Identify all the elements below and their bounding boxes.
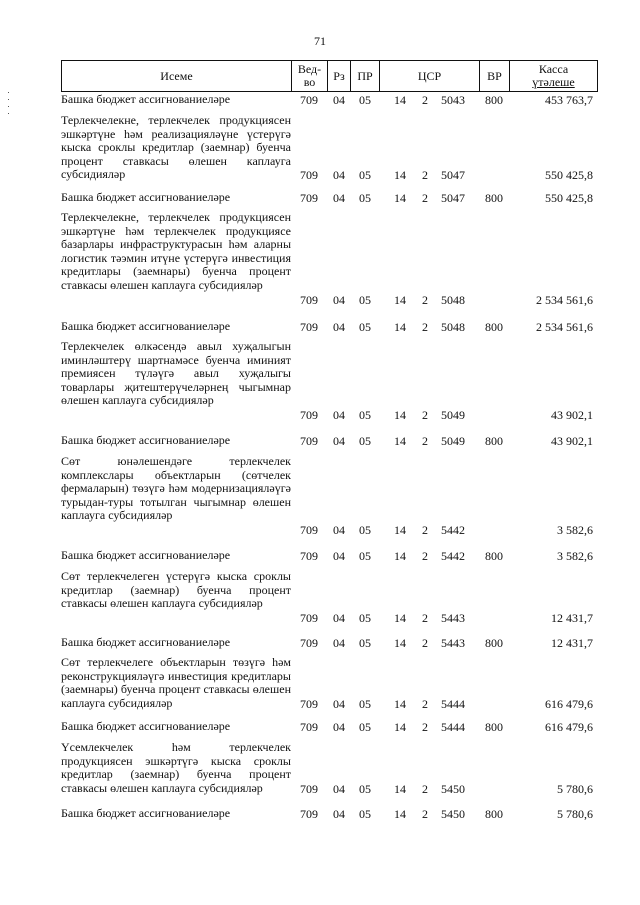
row-name: Сөт юнәлешендәге терлекчелек комплекслары объектларын (сөтчелек фермаларын) төзүгә һәм модернизацияләүгә турыдан-туры тотылган чыгымнар өлешен каплауга субсидияләр [61,454,291,523]
row-c1: 14 [394,168,406,183]
table-row [61,191,598,205]
row-c1: 14 [394,523,406,537]
row-rz: 04 [333,807,345,821]
table-row [61,455,598,537]
row-rz: 04 [333,408,345,422]
row-c1: 14 [394,781,406,796]
row-c1: 14 [394,93,406,107]
row-c3: 5442 [441,549,465,563]
table-row [61,434,598,448]
row-c3: 5450 [441,807,465,821]
row-pr: 05 [359,636,371,650]
row-rz: 04 [333,781,345,796]
row-ved: 709 [300,93,318,107]
row-amount: 12 431,7 [551,610,593,625]
header-kassa: Касса үтәлеше [532,62,575,89]
table-row [61,549,598,563]
table-row [61,114,598,182]
row-pr: 05 [359,523,371,537]
row-name: Сөт терлекчелеге объектларын төзүгә һәм реконструкцияләүгә инвестиция кредитлары (заемнары) буенча процент ставкасы өлешен каплауга субсидияләр [61,655,291,710]
row-c2: 2 [422,807,428,821]
row-vr: 800 [485,549,503,563]
row-c1: 14 [394,549,406,563]
row-ved: 709 [300,696,318,711]
row-c3: 5047 [441,168,465,183]
row-c2: 2 [422,523,428,537]
row-pr: 05 [359,191,371,205]
row-ved: 709 [300,781,318,796]
row-name: Башка бюджет ассигнованиеләре [61,635,231,649]
row-pr: 05 [359,168,371,183]
row-vr: 800 [485,636,503,650]
row-amount: 12 431,7 [551,636,593,650]
row-c2: 2 [422,720,428,734]
header-vedomstvo: Вед- во [292,61,328,91]
row-c2: 2 [422,292,428,307]
row-name: Терлекчелек өлкәсендә авыл хуҗалыгын иминләштерү шартнамәсе буенча иминият премиясен түләүгә авыл хуҗалыгы товарлары җитештерүчеләрнең чыгымнар өлешен каплауга субсидияләр [61,339,291,408]
row-name: Башка бюджет ассигнованиеләре [61,190,231,204]
row-c1: 14 [394,807,406,821]
row-amount: 2 534 561,6 [536,292,593,307]
row-amount: 616 479,6 [545,696,593,711]
row-pr: 05 [359,696,371,711]
row-c3: 5048 [441,320,465,334]
row-c2: 2 [422,781,428,796]
row-name: Башка бюджет ассигнованиеләре [61,433,231,447]
row-c2: 2 [422,610,428,625]
table-row [61,340,598,422]
row-rz: 04 [333,434,345,448]
table-row [61,570,598,624]
row-pr: 05 [359,434,371,448]
row-ved: 709 [300,191,318,205]
row-pr: 05 [359,408,371,422]
row-c2: 2 [422,549,428,563]
row-rz: 04 [333,191,345,205]
row-ved: 709 [300,408,318,422]
row-rz: 04 [333,610,345,625]
row-c1: 14 [394,434,406,448]
row-amount: 616 479,6 [545,720,593,734]
header-pr: ПР [351,61,380,91]
row-vr: 800 [485,320,503,334]
row-pr: 05 [359,781,371,796]
row-amount: 3 582,6 [557,523,593,537]
row-rz: 04 [333,320,345,334]
table-header [61,60,598,92]
row-rz: 04 [333,696,345,711]
row-c1: 14 [394,408,406,422]
row-c1: 14 [394,696,406,711]
row-rz: 04 [333,549,345,563]
row-c1: 14 [394,720,406,734]
row-c2: 2 [422,408,428,422]
table-row [61,320,598,334]
row-vr: 800 [485,720,503,734]
row-name: Башка бюджет ассигнованиеләре [61,806,231,820]
row-name: Сөт терлекчелеген үстерүгә кыска сроклы кредитлар (заемнар) буенча процент ставкасы өлешен каплауга субсидияләр [61,569,291,611]
row-name: Терлекчелекне, терлекчелек продукциясен эшкәртүне һәм терлекчелек продукциясе базарлары инфраструктурасын һәм аларны логистик тәэмин итүне үстерүгә инвестиция кредитлары (заемнары) буенча процент ставкасы өлешен каплауга субсидияләр [61,210,291,292]
row-ved: 709 [300,168,318,183]
row-amount: 2 534 561,6 [536,320,593,334]
row-c2: 2 [422,320,428,334]
row-vr: 800 [485,93,503,107]
row-c3: 5049 [441,408,465,422]
row-c3: 5444 [441,720,465,734]
row-c1: 14 [394,610,406,625]
row-c1: 14 [394,292,406,307]
row-vr: 800 [485,434,503,448]
row-pr: 05 [359,807,371,821]
row-pr: 05 [359,320,371,334]
row-pr: 05 [359,610,371,625]
row-amount: 5 780,6 [557,807,593,821]
page-number: 71 [314,34,326,48]
row-ved: 709 [300,807,318,821]
row-c2: 2 [422,168,428,183]
table-row [61,741,598,795]
row-name: Башка бюджет ассигнованиеләре [61,92,231,106]
row-c2: 2 [422,93,428,107]
row-c2: 2 [422,696,428,711]
row-c3: 5444 [441,696,465,711]
row-name: Үсемлекчелек һәм терлекчелек продукциясен эшкәртүгә кыска сроклы кредитлар (заемнар) буенча процент ставкасы өлешен каплауга субсидияләр [61,740,291,795]
row-c3: 5043 [441,93,465,107]
row-vr: 800 [485,191,503,205]
table-row [61,807,598,821]
row-c2: 2 [422,434,428,448]
row-name: Башка бюджет ассигнованиеләре [61,719,231,733]
row-c1: 14 [394,191,406,205]
row-amount: 3 582,6 [557,549,593,563]
row-vr: 800 [485,807,503,821]
row-rz: 04 [333,168,345,183]
row-rz: 04 [333,523,345,537]
row-c1: 14 [394,636,406,650]
row-c3: 5047 [441,191,465,205]
row-rz: 04 [333,292,345,307]
header-csr: ЦСР [380,61,480,91]
row-ved: 709 [300,636,318,650]
row-ved: 709 [300,434,318,448]
row-rz: 04 [333,93,345,107]
row-ved: 709 [300,292,318,307]
row-ved: 709 [300,549,318,563]
row-name: Башка бюджет ассигнованиеләре [61,548,231,562]
row-c3: 5443 [441,636,465,650]
row-c3: 5442 [441,523,465,537]
row-ved: 709 [300,610,318,625]
row-rz: 04 [333,636,345,650]
row-c2: 2 [422,636,428,650]
row-c3: 5048 [441,292,465,307]
header-rz: Рз [328,61,351,91]
row-ved: 709 [300,720,318,734]
row-rz: 04 [333,720,345,734]
row-ved: 709 [300,523,318,537]
header-name: Исеме [62,61,292,91]
row-ved: 709 [300,320,318,334]
margin-marks [8,92,10,122]
row-c1: 14 [394,320,406,334]
row-amount: 453 763,7 [545,93,593,107]
table-row [61,636,598,650]
row-amount: 5 780,6 [557,781,593,796]
row-pr: 05 [359,720,371,734]
row-name: Терлекчелекне, терлекчелек продукциясен эшкәртүне һәм реализацияләүне үстерүгә кыска сроклы кредитлар (заемнар) буенча процент ставкасы өлешен каплауга субсидияләр [61,113,291,182]
table-row [61,211,598,306]
row-amount: 550 425,8 [545,168,593,183]
row-c3: 5049 [441,434,465,448]
row-pr: 05 [359,93,371,107]
row-c3: 5443 [441,610,465,625]
table-row [61,656,598,710]
row-amount: 43 902,1 [551,434,593,448]
row-name: Башка бюджет ассигнованиеләре [61,319,231,333]
row-pr: 05 [359,292,371,307]
row-amount: 43 902,1 [551,408,593,422]
row-c3: 5450 [441,781,465,796]
table-row [61,720,598,734]
row-c2: 2 [422,191,428,205]
table-row [61,93,598,107]
row-amount: 550 425,8 [545,191,593,205]
header-vr: ВР [480,61,510,91]
row-pr: 05 [359,549,371,563]
